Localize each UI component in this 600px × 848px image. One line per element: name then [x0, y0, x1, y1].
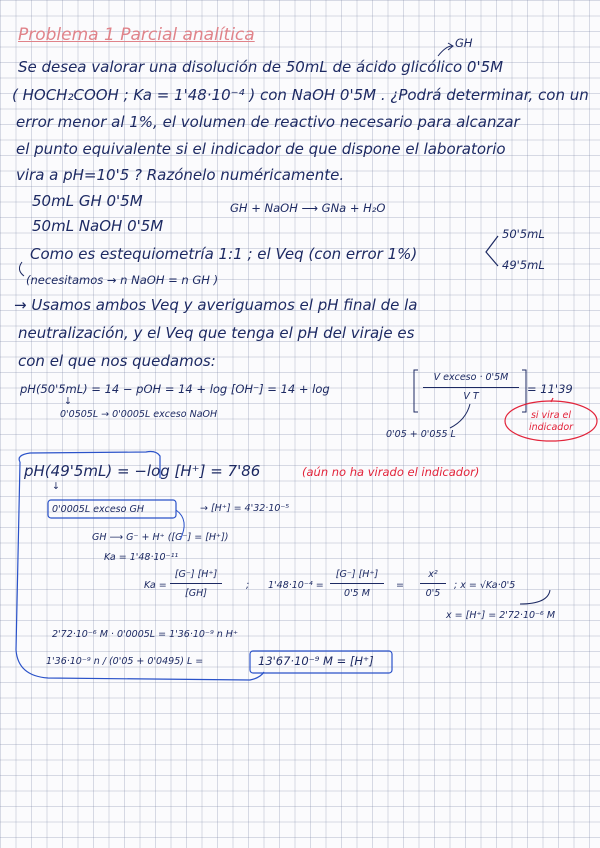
x-solution: ; x = √Ka·0'5	[454, 580, 516, 591]
range-high: 50'5mL	[502, 227, 545, 241]
excess-arrow: ↓	[64, 396, 72, 407]
page-title: Problema 1 Parcial analítica	[18, 25, 255, 45]
statement-line-4: el punto equivalente si el indicador de que dispone el laboratorio	[16, 140, 506, 158]
statement-line-5: vira a pH=10'5 ? Razónelo numéricamente.	[16, 166, 345, 184]
excess-denominator: V T	[463, 391, 479, 402]
ka-numerator-2: [G⁻] [H⁺]	[335, 569, 379, 580]
indicator-note-1: si vira el	[530, 410, 572, 421]
x-numerator: x²	[428, 569, 438, 580]
x-denominator: 0'5	[425, 588, 441, 599]
ka-denominator-2: 0'5 M	[344, 588, 370, 599]
h-concentration: → [H⁺] = 4'32·10⁻⁵	[200, 503, 290, 514]
concentration-result: 13'67·10⁻⁹ M = [H⁺]	[258, 654, 374, 668]
stoichiometry-line: Como es estequiometría 1:1 ; el Veq (con error 1%)	[30, 245, 418, 263]
ka-denominator: [GH]	[185, 588, 207, 599]
indicator-note-2: indicador	[528, 422, 574, 433]
separator: ;	[246, 580, 250, 591]
gh-arrow: ↓	[52, 481, 60, 492]
reaction: GH + NaOH ⟶ GNa + H₂O	[230, 201, 386, 215]
moles-calculation: 2'72·10⁻⁶ M · 0'0005L = 1'36·10⁻⁹ n H⁺	[52, 629, 238, 640]
data-naoh: 50mL NaOH 0'5M	[32, 217, 164, 235]
statement-line-2: ( HOCH₂COOH ; Ka = 1'48·10⁻⁴ ) con NaOH 0'5M . ¿Podrá determinar, con un	[12, 86, 589, 104]
ph-low-equation: pH(49'5mL) = −log [H⁺] = 7'86	[24, 462, 261, 480]
total-volume: 0'05 + 0'055 L	[386, 429, 456, 440]
excess-gh: 0'0005L exceso GH	[52, 504, 144, 515]
ka-value: Ka = 1'48·10⁻¹¹	[104, 552, 179, 563]
equals-sign: =	[396, 580, 404, 591]
moles-relation: (necesitamos → n NaOH = n GH )	[26, 273, 219, 287]
data-gh: 50mL GH 0'5M	[32, 192, 143, 210]
concentration-calculation: 1'36·10⁻⁹ n / (0'05 + 0'0495) L =	[46, 656, 204, 667]
excess-naoh: 0'0505L → 0'0005L exceso NaOH	[60, 409, 218, 420]
ka-label: Ka =	[144, 580, 167, 591]
approach-line-2: neutralización, y el Veq que tenga el pH del viraje es	[18, 324, 415, 342]
ph-high-equation: pH(50'5mL) = 14 − pOH = 14 + log [OH⁻] = 14 + log	[20, 382, 330, 396]
ka-substituted: 1'48·10⁻⁴ =	[268, 580, 324, 591]
approach-line-1: → Usamos ambos Veq y averiguamos el pH final de la	[14, 296, 418, 314]
ph-high-result: = 11'39	[527, 382, 573, 396]
ka-numerator: [G⁻] [H⁺]	[174, 569, 218, 580]
x-result: x = [H⁺] = 2'72·10⁻⁶ M	[446, 610, 556, 621]
dissociation: GH ⟶ G⁻ + H⁺ ([G⁻] = [H⁺])	[92, 532, 229, 543]
statement-line-3: error menor al 1%, el volumen de reactivo necesario para alcanzar	[16, 113, 520, 131]
statement-line-1: Se desea valorar una disolución de 50mL de ácido glicólico 0'5M	[18, 58, 504, 76]
approach-line-3: con el que nos quedamos:	[18, 352, 216, 370]
gh-annotation: GH	[455, 36, 473, 50]
excess-numerator: V exceso · 0'5M	[433, 372, 509, 383]
indicator-not-turned-note: (aún no ha virado el indicador)	[302, 465, 480, 479]
range-low: 49'5mL	[502, 258, 545, 272]
